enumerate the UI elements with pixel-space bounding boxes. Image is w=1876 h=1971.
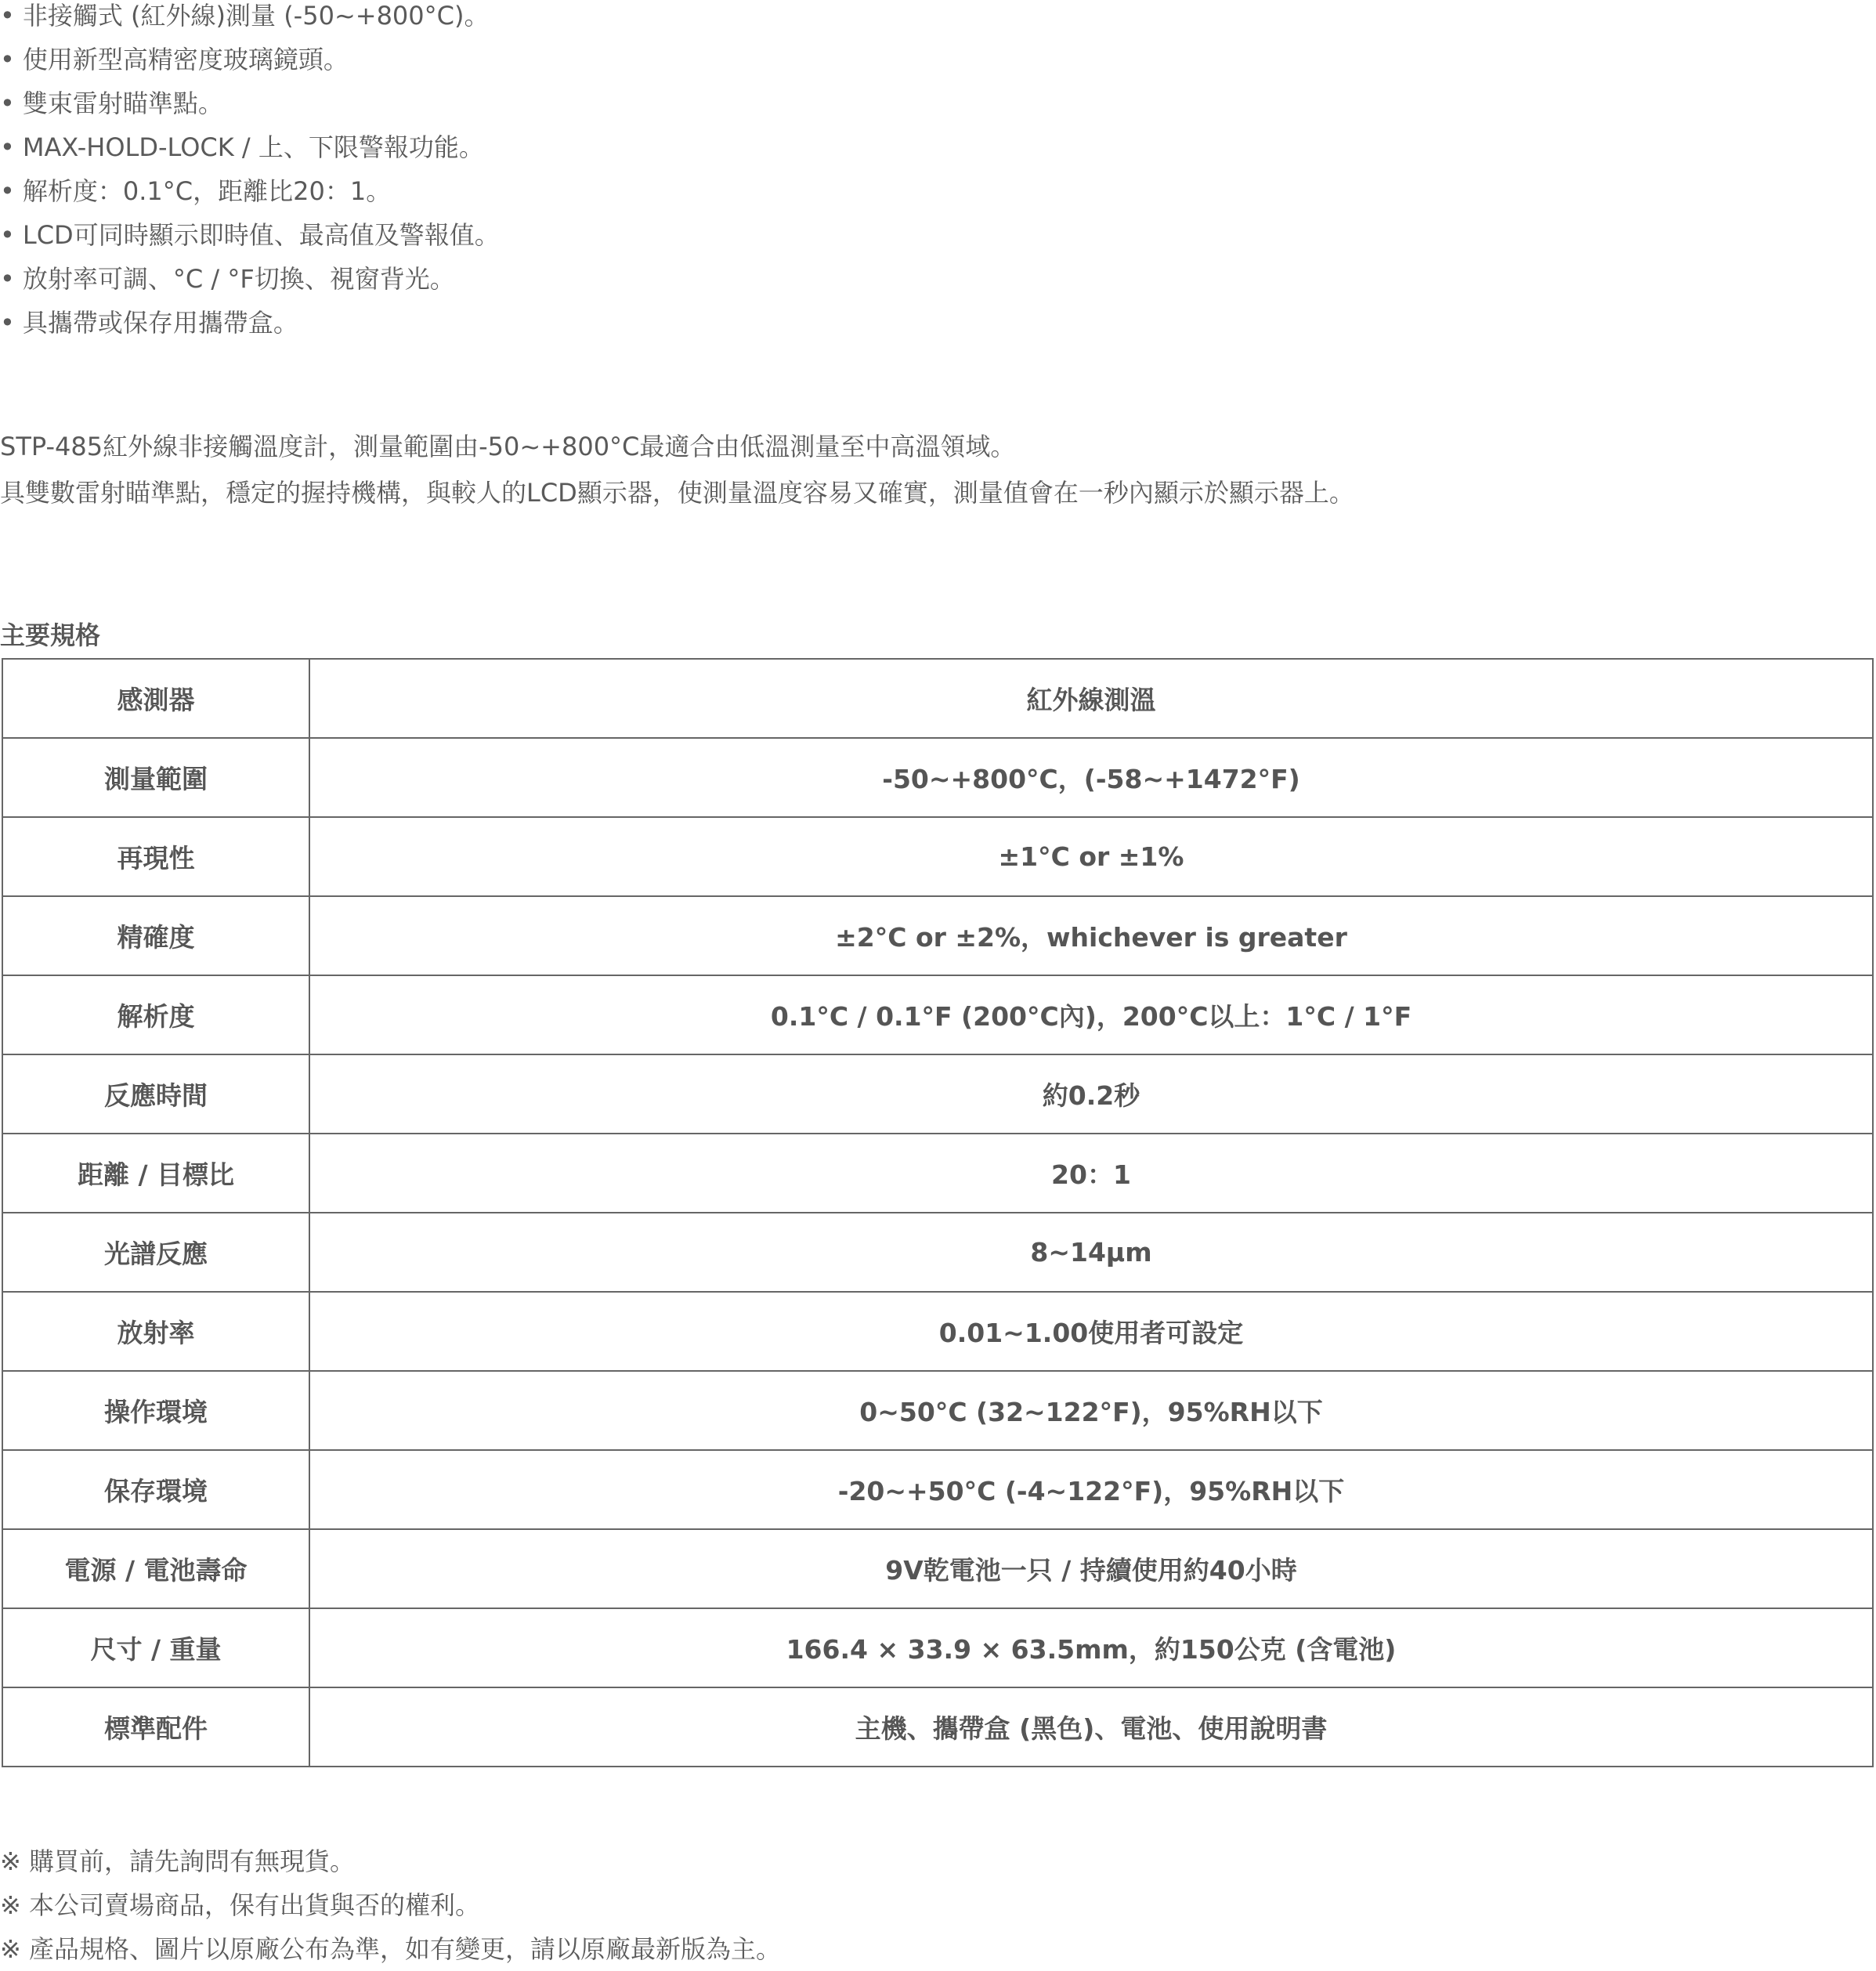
spec-value: 0~50°C (32~122°F)，95%RH以下 [309,1371,1873,1450]
table-row [2,1608,1873,1687]
note-line: ※ 產品規格、圖片以原廠公布為準，如有變更，請以原廠最新版為主。 [0,1934,781,1964]
spec-label: 解析度 [2,975,309,1054]
table-row [2,1529,1873,1608]
spec-value: 約0.2秒 [309,1054,1873,1134]
spec-label: 保存環境 [2,1450,309,1529]
feature-item: • MAX-HOLD-LOCK / 上、下限警報功能。 [0,132,500,175]
table-row [2,738,1873,817]
feature-item: • 放射率可調、°C / °F切換、視窗背光。 [0,263,500,307]
spec-label: 反應時間 [2,1054,309,1134]
feature-item: • 使用新型高精密度玻璃鏡頭。 [0,44,500,88]
table-row [2,975,1873,1054]
table-row [2,1134,1873,1213]
table-row [2,1450,1873,1529]
table-row [2,1371,1873,1450]
note-line: ※ 本公司賣場商品，保有出貨與否的權利。 [0,1890,480,1920]
table-row [2,1292,1873,1371]
feature-item: • LCD可同時顯示即時值、最高值及警報值。 [0,219,500,263]
spec-label: 放射率 [2,1292,309,1371]
spec-value: 166.4 × 33.9 × 63.5mm，約150公克 (含電池) [309,1608,1873,1687]
feature-list [0,0,500,351]
spec-label: 電源 / 電池壽命 [2,1529,309,1608]
spec-value: 紅外線測溫 [309,659,1873,738]
description-line: 具雙數雷射瞄準點，穩定的握持機構，與較人的LCD顯示器，使測量溫度容易又確實，測量值會在一秒內顯示於顯示器上。 [0,478,1354,508]
note-line: ※ 購買前，請先詢問有無現貨。 [0,1846,355,1876]
table-row [2,896,1873,975]
spec-label: 精確度 [2,896,309,975]
description-line: STP-485紅外線非接觸溫度計，測量範圍由-50~+800°C最適合由低溫測量至中高溫領域。 [0,432,1016,461]
spec-value: ±2°C or ±2%，whichever is greater [309,896,1873,975]
feature-item: • 非接觸式 (紅外線)測量 (-50~+800°C)。 [0,0,500,44]
table-row [2,1687,1873,1767]
spec-label: 再現性 [2,817,309,896]
spec-label: 感測器 [2,659,309,738]
spec-table [2,658,1874,1767]
spec-value: 主機、攜帶盒 (黑色)、電池、使用說明書 [309,1687,1873,1767]
spec-value: ±1°C or ±1% [309,817,1873,896]
spec-label: 距離 / 目標比 [2,1134,309,1213]
spec-label: 尺寸 / 重量 [2,1608,309,1687]
spec-value: 9V乾電池一只 / 持續使用約40小時 [309,1529,1873,1608]
table-row [2,817,1873,896]
spec-section-title: 主要規格 [0,620,101,650]
feature-item: • 解析度：0.1°C，距離比20：1。 [0,175,500,219]
table-row [2,1213,1873,1292]
spec-value: -20~+50°C (-4~122°F)，95%RH以下 [309,1450,1873,1529]
spec-label: 光譜反應 [2,1213,309,1292]
spec-value: -50~+800°C，(-58~+1472°F) [309,738,1873,817]
notes [0,1839,781,1971]
spec-value: 8~14μm [309,1213,1873,1292]
spec-label: 測量範圍 [2,738,309,817]
spec-value: 0.01~1.00使用者可設定 [309,1292,1873,1371]
spec-value: 0.1°C / 0.1°F (200°C內)，200°C以上：1°C / 1°F [309,975,1873,1054]
product-description [0,423,1354,515]
spec-label: 標準配件 [2,1687,309,1767]
table-row [2,1054,1873,1134]
spec-value: 20：1 [309,1134,1873,1213]
spec-label: 操作環境 [2,1371,309,1450]
table-row [2,659,1873,738]
feature-item: • 具攜帶或保存用攜帶盒。 [0,307,500,351]
feature-item: • 雙束雷射瞄準點。 [0,88,500,132]
